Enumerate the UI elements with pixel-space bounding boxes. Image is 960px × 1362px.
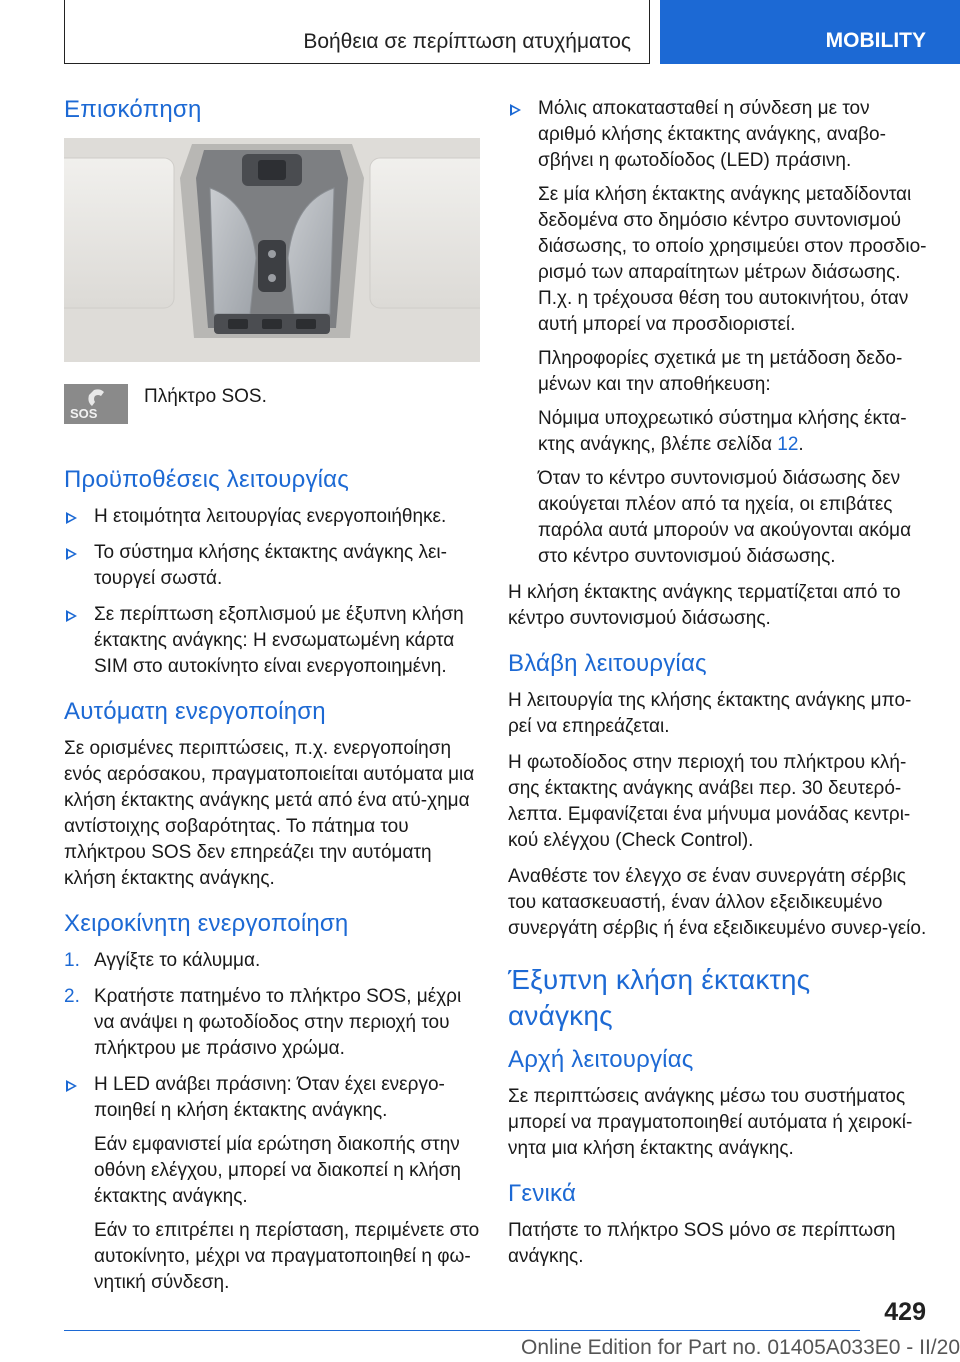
header-section-title: Βοήθεια σε περίπτωση ατυχήματος — [303, 30, 631, 53]
overhead-console-illustration — [64, 138, 480, 362]
edition-text: Online Edition for Part no. 01405A033E0 - II/20 — [521, 1336, 960, 1359]
connection-sub-paragraph: Σε μία κλήση έκτακτης ανάγκης μεταδίδονται δεδομένα στο δημόσιο κέντρο συντονισμού διάσωσης, το οποίο χρησιμεύει στον προσδιο-ρισμό των απαραίτητων μέτρων διάσωσης. Π.χ. η τρέχουσα θέση του αυτοκινήτου, όταν αυτή μπορεί να προσδιοριστεί. — [538, 184, 927, 335]
principle-text: Σε περιπτώσεις ανάγκης μέσω του συστήματος μπορεί να πραγματοποιηθεί αυτόματα ή χειροκί-νητα μια κλήση έκτακτης ανάγκης. — [508, 1086, 913, 1159]
principle-heading: Αρχή λειτουργίας — [508, 1046, 694, 1073]
right-column — [508, 96, 928, 1280]
connection-sub-paragraph: Πληροφορίες σχετικά με τη μετάδοση δεδο-μένων και την αποθήκευση: — [538, 348, 903, 395]
connection-list — [508, 96, 928, 570]
triangle-bullet-icon — [66, 512, 77, 524]
smart-emergency-heading: Έξυπνη κλήση έκτακτης ανάγκης — [508, 964, 811, 1031]
header-tab-label: MOBILITY — [825, 29, 926, 52]
list-item: Η LED ανάβει πράσινη: Όταν έχει ενεργο-ποιηθεί η κλήση έκτακτης ανάγκης. Εάν εμφανιστεί μία ερώτηση διακοπής στην οθόνη ελέγχου, μπορεί να διακοπεί η κλήση έκτακτης ανάγκης. Εάν το επιτρέπει η περίσταση, περιμένετε στο αυτοκίνητο, μέχρι να πραγματοποιηθεί η φω-νητική σύνδεση. — [64, 1072, 480, 1296]
list-item: Η ετοιμότητα λειτουργίας ενεργοποιήθηκε. — [64, 504, 480, 530]
auto-activation-heading: Αυτόματη ενεργοποίηση — [64, 698, 326, 725]
list-item: 1. Αγγίξτε το κάλυμμα. — [64, 950, 261, 971]
manual-activation-heading: Χειροκίνητη ενεργοποίηση — [64, 910, 349, 937]
list-item: Σε περίπτωση εξοπλισμού με έξυπνη κλήση έκτακτης ανάγκης: Η ενσωματωμένη κάρτα SIM στο αυτοκίνητο είναι ενεργοποιημένη. — [64, 602, 480, 680]
fault-paragraph: Η λειτουργία της κλήσης έκτακτης ανάγκης μπο-ρεί να επηρεάζεται. — [508, 690, 912, 737]
call-end-text: Η κλήση έκτακτης ανάγκης τερματίζεται από το κέντρο συντονισμού διάσωσης. — [508, 582, 901, 629]
header-mobility-tab[interactable] — [660, 0, 960, 64]
prereq-list — [64, 504, 480, 680]
auto-activation-text: Σε ορισμένες περιπτώσεις, π.χ. ενεργοποίηση ενός αερόσακου, πραγματοποιείται αυτόματα μια κλήση έκτακτης ανάγκης μετά από ένα ατύ-χημα αντίστοιχης σοβαρότητας. Το πάτημα του πλήκτρου SOS δεν επηρεάζει την αυτόματη κλήση έκτακτης ανάγκης. — [64, 738, 475, 889]
list-item: Μόλις αποκατασταθεί η σύνδεση με τον αριθμό κλήσης έκτακτης ανάγκης, αναβο-σβήνει η φωτοδίοδος (LED) πράσινη. Σε μία κλήση έκτακτης ανάγκης μεταδίδονται δεδομένα στο δημόσιο κέντρο συντονισμού διάσωσης, το οποίο χρησιμεύει στον προσδιο-ρισμό των απαραίτητων μέτρων διάσωσης. Π.χ. η τρέχουσα θέση του αυτοκινήτου, όταν αυτή μπορεί να προσδιοριστεί. Πληροφορίες σχετικά με τη μετάδοση δεδο-μένων και την αποθήκευση: Νόμιμα υποχρεωτικό σύστημα κλήσης έκτα-κτης ανάγκης, βλέπε σελίδα 12. Όταν το κέντρο συντονισμού διάσωσης δεν ακούγεται πλέον από τα ηχεία, οι επιβάτες παρόλα αυτά μπορούν να ακούγονται ακόμα στο κέντρο συντονισμού διάσωσης. — [508, 96, 928, 570]
fault-paragraph: Η φωτοδίοδος στην περιοχή του πλήκτρου κλή-σης έκτακτης ανάγκης ανάβει περ. 30 δευτερό-λεπτα. Εμφανίζεται ένα μήνυμα μονάδας κεντρι-κού ελέγχου (Check Control). — [508, 752, 911, 851]
fault-heading: Βλάβη λειτουργίας — [508, 650, 707, 677]
prereq-heading: Προϋποθέσεις λειτουργίας — [64, 466, 350, 493]
page-number: 429 — [884, 1298, 926, 1326]
general-heading: Γενικά — [508, 1180, 577, 1207]
triangle-bullet-icon — [66, 548, 77, 560]
left-column — [64, 96, 480, 1306]
led-sub-paragraph: Εάν το επιτρέπει η περίσταση, περιμένετε στο αυτοκίνητο, μέχρι να πραγματοποιηθεί η φω-νητική σύνδεση. — [94, 1220, 480, 1293]
svg-text:SOS: SOS — [70, 406, 98, 421]
connection-sub-paragraph: Όταν το κέντρο συντονισμού διάσωσης δεν ακούγεται πλέον από τα ηχεία, οι επιβάτες παρόλα αυτά μπορούν να ακούγονται ακόμα στο κέντρο συντονισμού διάσωσης. — [538, 468, 912, 567]
list-item: 2. Κρατήστε πατημένο το πλήκτρο SOS, μέχρι να ανάψει η φωτοδίοδος στην περιοχή του πλήκτρου με πράσινο χρώμα. — [64, 986, 462, 1059]
footer-divider — [64, 1330, 860, 1331]
fault-paragraph: Αναθέστε τον έλεγχο σε έναν συνεργάτη σέρβις του κατασκευαστή, έναν άλλον εξειδικευμένο συνεργάτη σέρβις ή ένα εξειδικευμένο συνερ-γείο. — [508, 866, 927, 939]
triangle-bullet-icon — [66, 610, 77, 622]
led-list — [64, 1072, 480, 1296]
sos-caption: Πλήκτρο SOS. — [144, 386, 267, 407]
sos-button-icon — [64, 384, 128, 424]
list-item: Το σύστημα κλήσης έκτακτης ανάγκης λει-τουργεί σωστά. — [64, 540, 480, 592]
general-text: Πατήστε το πλήκτρο SOS μόνο σε περίπτωση ανάγκης. — [508, 1220, 896, 1267]
triangle-bullet-icon — [510, 104, 521, 116]
page-reference-link[interactable]: 12 — [777, 434, 799, 455]
overview-heading: Επισκόπηση — [64, 96, 202, 123]
manual-steps-list — [64, 948, 480, 1062]
sos-caption-row — [64, 384, 480, 448]
triangle-bullet-icon — [66, 1080, 77, 1092]
connection-sub-paragraph: Νόμιμα υποχρεωτικό σύστημα κλήσης έκτα-κτης ανάγκης, βλέπε σελίδα 12. — [538, 408, 907, 455]
overhead-console-photo — [64, 138, 480, 362]
header-section-box — [64, 0, 650, 64]
led-sub-paragraph: Εάν εμφανιστεί μία ερώτηση διακοπής στην οθόνη ελέγχου, μπορεί να διακοπεί η κλήση έκτακτης ανάγκης. — [94, 1134, 461, 1207]
